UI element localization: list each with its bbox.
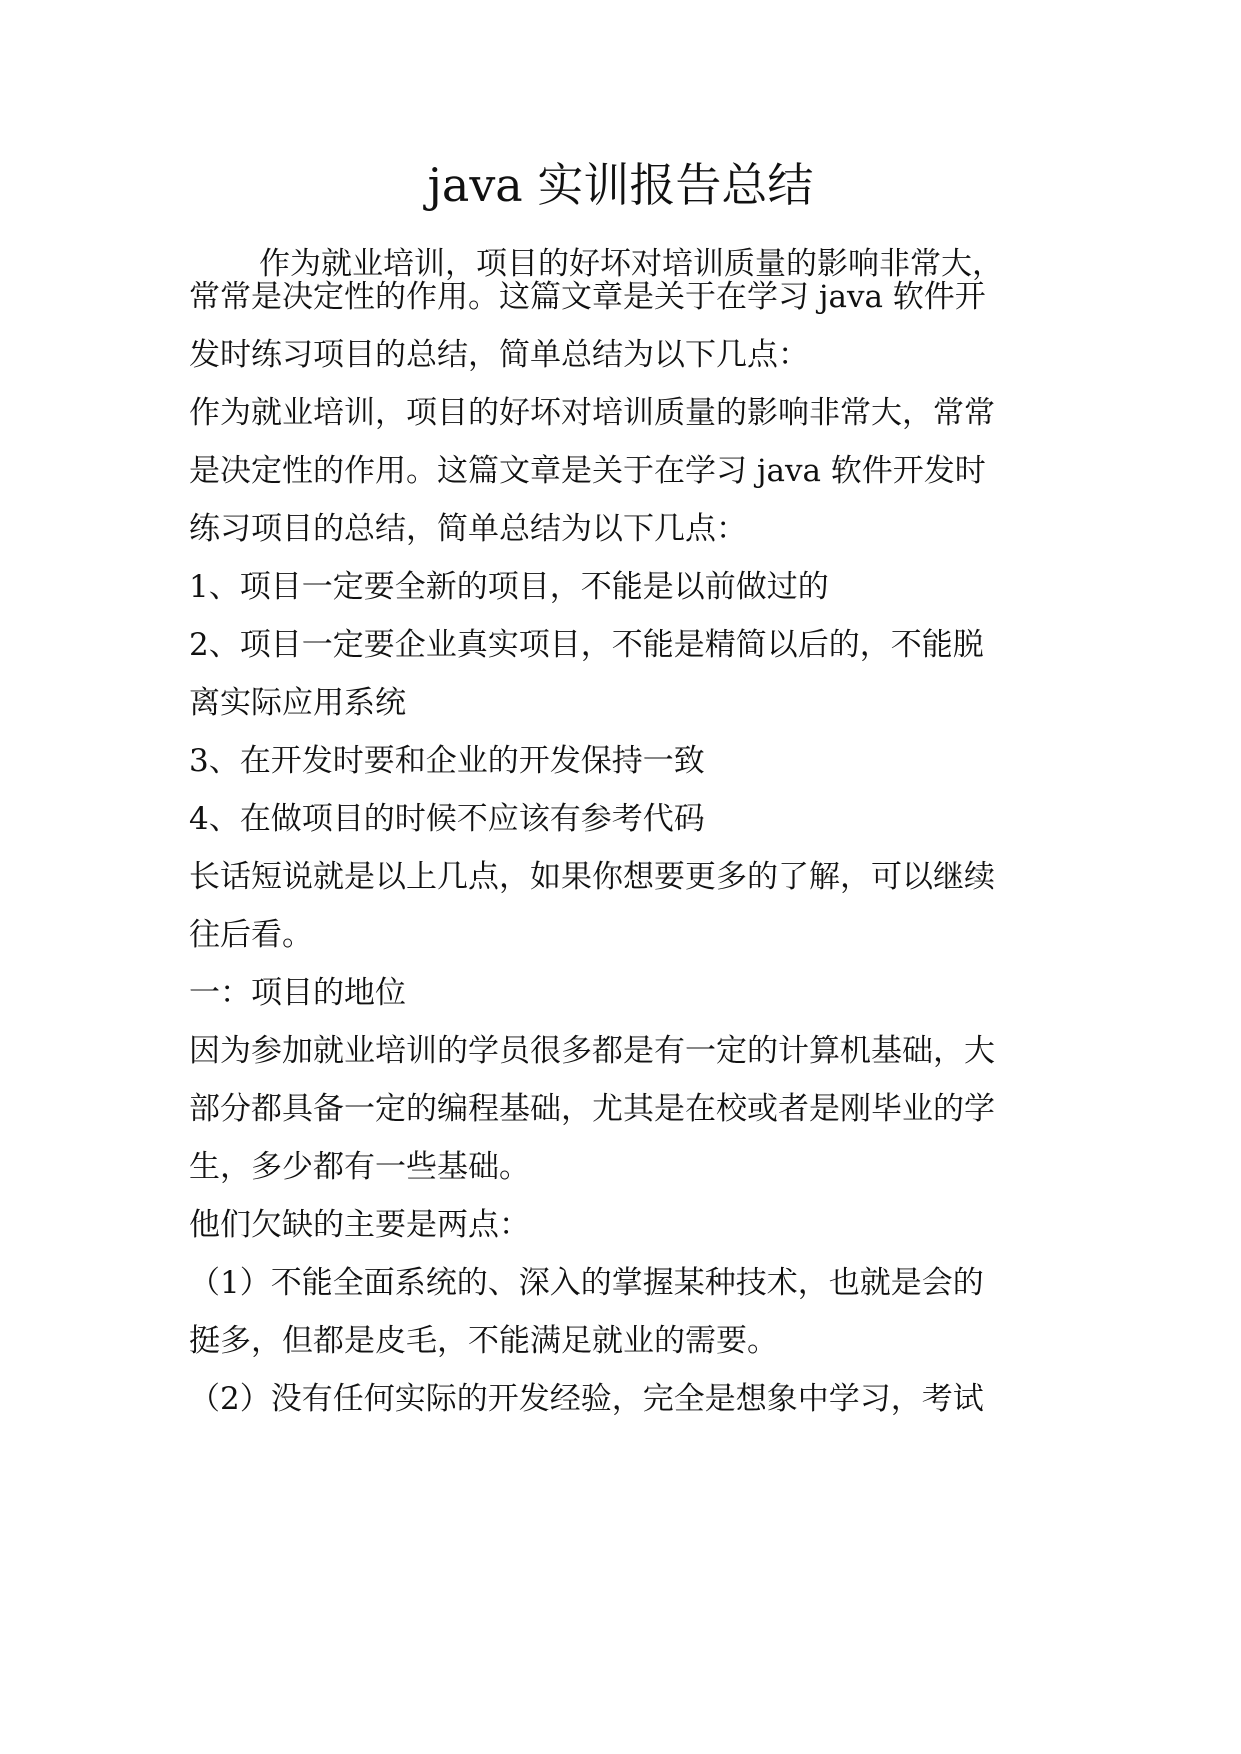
list-item-continuation: 离实际应用系统 (189, 685, 406, 721)
paragraph-line: 常常是决定性的作用。这篇文章是关于在学习 java 软件开 (189, 279, 986, 315)
list-item: 1、项目一定要全新的项目，不能是以前做过的 (189, 569, 829, 605)
list-item: 2、项目一定要企业真实项目，不能是精简以后的，不能脱 (189, 627, 984, 663)
paragraph-line: 作为就业培训，项目的好坏对培训质量的影响非常大， (259, 246, 1003, 282)
paragraph-line: 部分都具备一定的编程基础，尤其是在校或者是刚毕业的学 (189, 1091, 995, 1127)
paragraph-line: 是决定性的作用。这篇文章是关于在学习 java 软件开发时 (189, 453, 986, 489)
paragraph-line: 作为就业培训，项目的好坏对培训质量的影响非常大，常常 (189, 395, 995, 431)
paragraph-line: 发时练习项目的总结，简单总结为以下几点： (189, 337, 809, 373)
page-title: java 实训报告总结 (427, 158, 814, 212)
list-item: 4、在做项目的时候不应该有参考代码 (189, 801, 705, 837)
paragraph-line: 因为参加就业培训的学员很多都是有一定的计算机基础，大 (189, 1033, 995, 1069)
section-heading: 一：项目的地位 (189, 975, 406, 1011)
list-item-continuation: 挺多，但都是皮毛，不能满足就业的需要。 (189, 1323, 778, 1359)
list-item: （1）不能全面系统的、深入的掌握某种技术，也就是会的 (189, 1265, 984, 1301)
paragraph-line: 生，多少都有一些基础。 (189, 1149, 530, 1185)
paragraph-line: 长话短说就是以上几点，如果你想要更多的了解，可以继续 (189, 859, 995, 895)
paragraph-line: 练习项目的总结，简单总结为以下几点： (189, 511, 747, 547)
paragraph-line: 他们欠缺的主要是两点： (189, 1207, 530, 1243)
list-item: 3、在开发时要和企业的开发保持一致 (189, 743, 705, 779)
paragraph-line: 往后看。 (189, 917, 313, 953)
list-item: （2）没有任何实际的开发经验，完全是想象中学习，考试 (189, 1381, 984, 1417)
